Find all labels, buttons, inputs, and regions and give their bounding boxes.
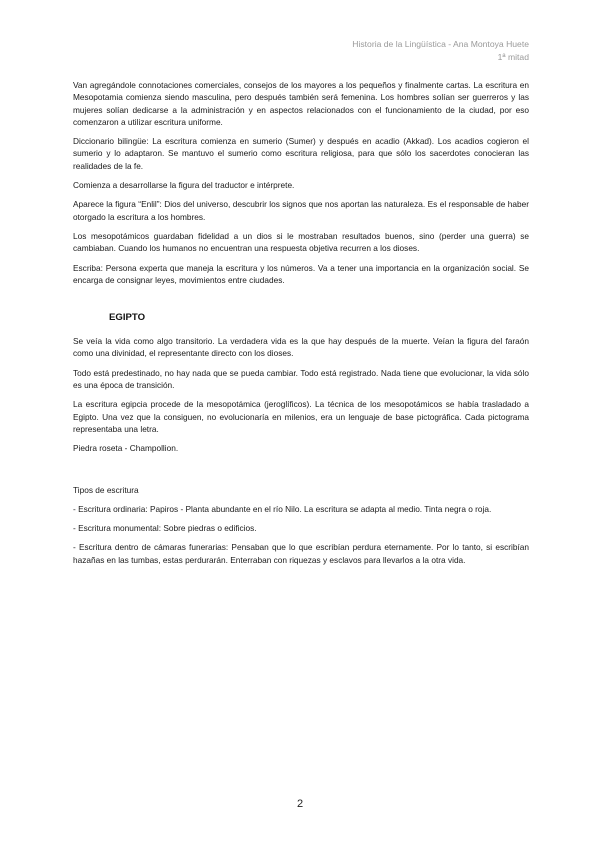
list-item: - Escritura dentro de cámaras funerarias: Pensaban que lo que escribían perdura eternamente. Por lo tanto, si escribían hazañas en las tumbas, estas perdurarán. Enterraban con riquezas y esclavos para llevarlos a la otra vida. (73, 542, 529, 565)
spacer (73, 462, 529, 484)
subheading: Tipos de escritura (73, 484, 139, 495)
page-number: 2 (296, 798, 304, 810)
list-item: - Escritura ordinaria: Papiros - Planta abundante en el río Nilo. La escritura se adapta al medio. Tinta negra o roja. (73, 503, 492, 514)
paragraph: Todo está predestinado, no hay nada que se pueda cambiar. Todo está registrado. Nada tiene que evolucionar, la vida sólo es una época de transición. (73, 367, 529, 391)
paragraph: Van agregándole connotaciones comerciales, consejos de los mayores a los pequeños y finalmente cartas. La escritura en Mesopotamia comienza siendo masculina, pero después también será femenina. Los hombres solían ser guerreros y las mujeres solían dedicarse a la administración y en aspectos relacionados con el funcionamiento de la ciudad, por eso comenzaron a utilizar escritura uniforme. (73, 80, 529, 127)
header-title: Historia de la Lingüística - Ana Montoya Huete (352, 39, 529, 49)
paragraph: Los mesopotámicos guardaban fidelidad a un dios si le mostraban resultados buenos, sino (perder una guerra) se cambiaban. Cuando los humanos no encuentran una respuesta objetiva recurren a los dioses. (73, 230, 529, 254)
paragraph: Diccionario bilingüe: La escritura comienza en sumerio (Sumer) y después en acadio (Akkad). Los acadios cogieron el sumerio y lo adaptaron. Se mantuvo el sumerio como escritura religiosa, para que sólo los sacerdotes conocieran las realidades de la fe. (73, 136, 529, 171)
paragraph: Comienza a desarrollarse la figura del traductor e intérprete. (73, 180, 295, 191)
section-heading: EGIPTO (109, 312, 146, 324)
page-header (352, 38, 529, 64)
header-subtitle: 1ª mitad (497, 52, 529, 62)
paragraph: La escritura egipcia procede de la mesopotámica (jeroglíficos). La técnica de los mesopotámicos se había trasladado a Egipto. Una vez que la consiguen, no evolucionaría en milenios, era un lenguaje de base pictográfica. Cada pictograma representaba una letra. (73, 399, 529, 434)
list-item: - Escritura monumental: Sobre piedras o edificios. (73, 523, 257, 534)
paragraph: Aparece la figura “Enlil”: Dios del universo, descubrir los signos que nos aportan las naturaleza. Es el responsable de haber otorgado la escritura a los hombres. (73, 199, 529, 222)
paragraph: Piedra roseta - Champollion. (73, 443, 179, 454)
paragraph: Se veía la vida como algo transitorio. La verdadera vida es la que hay después de la muerte. Veían la figura del faraón como una divinidad, el representante directo con los dioses. (73, 336, 529, 359)
paragraph: Escriba: Persona experta que maneja la escritura y los números. Va a tener una importancia en la organización social. Se encarga de consignar leyes, movimientos entre ciudades. (73, 262, 529, 285)
page-content (73, 79, 529, 573)
